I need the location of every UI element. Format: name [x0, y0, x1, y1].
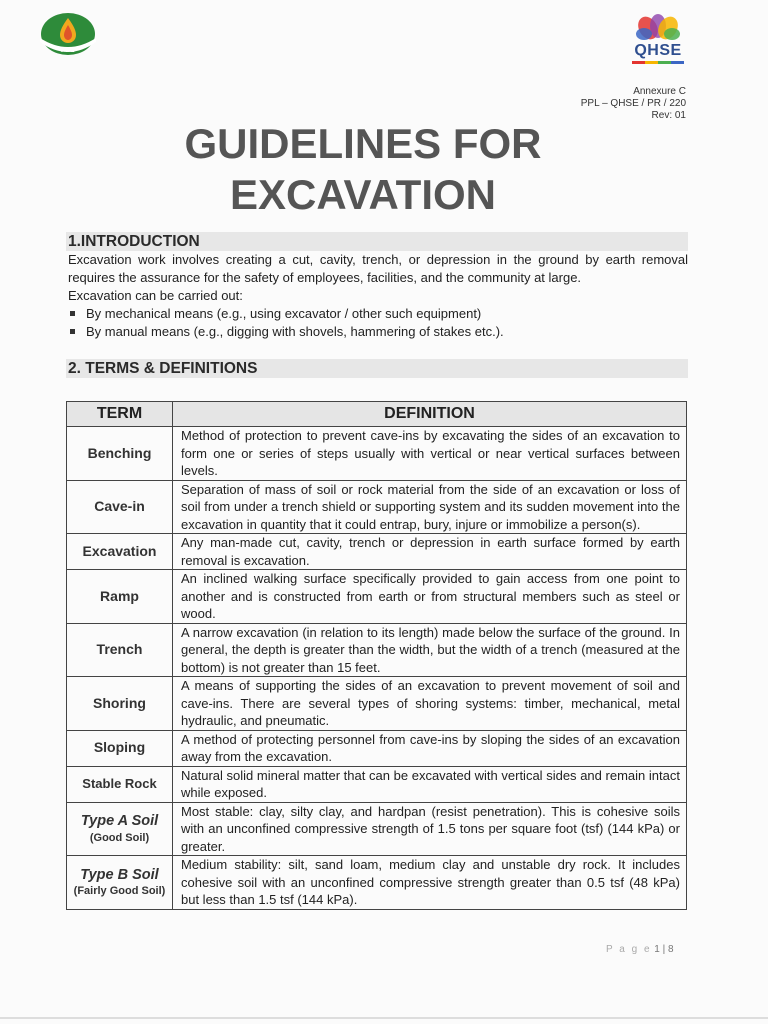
definition-cell: A method of protecting personnel from cave-ins by sloping the sides of an excavation away from the excavation. [173, 730, 687, 766]
table-row [67, 534, 687, 570]
term-cell [67, 856, 173, 910]
list-item-text: By mechanical means (e.g., using excavator / other such equipment) [86, 306, 482, 321]
table-row [67, 730, 687, 766]
introduction-body [68, 251, 688, 341]
definition-cell: Method of protection to prevent cave-ins by excavating the sides of an excavation to form one or series of steps usually with vertical or near vertical surfaces between levels. [173, 427, 687, 481]
ppl-logo [40, 12, 98, 62]
term-name: Type B Soil [80, 866, 159, 883]
page-number-value: 1 | 8 [654, 944, 674, 955]
table-row [67, 480, 687, 534]
term-cell [67, 802, 173, 856]
table-row [67, 802, 687, 856]
table-row [67, 570, 687, 624]
page-number [606, 944, 674, 955]
definition-cell: Any man-made cut, cavity, trench or depression in earth surface formed by earth removal is excavation. [173, 534, 687, 570]
table-row [67, 677, 687, 731]
term-cell: Trench [67, 623, 173, 677]
table-row [67, 623, 687, 677]
introduction-heading: 1.INTRODUCTION [66, 232, 688, 251]
document-reference [581, 86, 686, 122]
term-column-header: TERM [67, 402, 173, 427]
term-cell: Ramp [67, 570, 173, 624]
annexure-label: Annexure C [633, 86, 686, 97]
page-bottom-divider [0, 1017, 768, 1019]
term-subtitle: (Fairly Good Soil) [73, 885, 166, 897]
term-cell: Stable Rock [67, 766, 173, 802]
definition-cell: Separation of mass of soil or rock material from the side of an excavation or loss of soil from under a trench shield or supporting system and its sudden movement into the excavation in quantity that it could entrap, bury, injure or immobilize a person(s). [173, 480, 687, 534]
list-item [68, 305, 688, 323]
ppl-logo-text: PPL [61, 47, 75, 54]
title-line-2: EXCAVATION [229, 171, 496, 218]
qhse-logo [626, 14, 690, 66]
table-row [67, 766, 687, 802]
definition-column-header: DEFINITION [173, 402, 687, 427]
list-item [68, 323, 688, 341]
revision-label: Rev: 01 [651, 110, 686, 121]
introduction-paragraph: Excavation work involves creating a cut, cavity, trench, or depression in the ground by earth removal requires the assurance for the safety of employees, facilities, and the community at large. [68, 252, 688, 285]
term-cell: Shoring [67, 677, 173, 731]
page-label: P a g e [606, 944, 652, 955]
terms-table [66, 401, 687, 910]
title-line-1: GUIDELINES FOR [184, 120, 542, 167]
terms-heading: 2. TERMS & DEFINITIONS [66, 359, 688, 378]
table-header-row [67, 402, 687, 427]
list-item-text: By manual means (e.g., digging with shovels, hammering of stakes etc.). [86, 324, 504, 339]
term-subtitle: (Good Soil) [89, 831, 150, 844]
definition-cell: Most stable: clay, silty clay, and hardpan (resist penetration). This is cohesive soils with an unconfined compressive strength of 1.5 tons per square foot (tsf) (144 kPa) or greater. [173, 802, 687, 856]
definition-cell: A narrow excavation (in relation to its length) made below the surface of the ground. In general, the depth is greater than the width, but the width of a trench (measured at the bottom) is not greater than 15 feet. [173, 623, 687, 677]
table-row [67, 427, 687, 481]
term-cell: Excavation [67, 534, 173, 570]
bullet-icon [70, 329, 75, 334]
qhse-color-bar [632, 61, 684, 64]
table-row [67, 856, 687, 910]
bullet-icon [70, 311, 75, 316]
term-name: Type A Soil [80, 813, 159, 829]
definition-cell: An inclined walking surface specifically provided to gain access from one point to another and is constructed from earth or from structural members such as steel or wood. [173, 570, 687, 624]
term-cell: Sloping [67, 730, 173, 766]
document-number: PPL – QHSE / PR / 220 [580, 98, 686, 109]
definition-cell: A means of supporting the sides of an excavation to prevent movement of soil and cave-ins. There are several types of shoring systems: timber, mechanical, metal hydraulic, and pneumatic. [173, 677, 687, 731]
definition-cell: Natural solid mineral matter that can be excavated with vertical sides and remain intact while exposed. [173, 766, 687, 802]
definition-cell: Medium stability: silt, sand loam, medium clay and unstable dry rock. It includes cohesive soil with an unconfined compressive strength greater than 0.5 tsf (48 kPa) but less than 1.5 tsf (144 kPa). [173, 856, 687, 910]
term-cell: Cave-in [67, 480, 173, 534]
introduction-lead: Excavation can be carried out: [68, 288, 243, 303]
term-cell: Benching [67, 427, 173, 481]
excavation-methods-list [68, 305, 688, 341]
qhse-logo-text: QHSE [634, 42, 682, 59]
page-title [150, 118, 576, 220]
